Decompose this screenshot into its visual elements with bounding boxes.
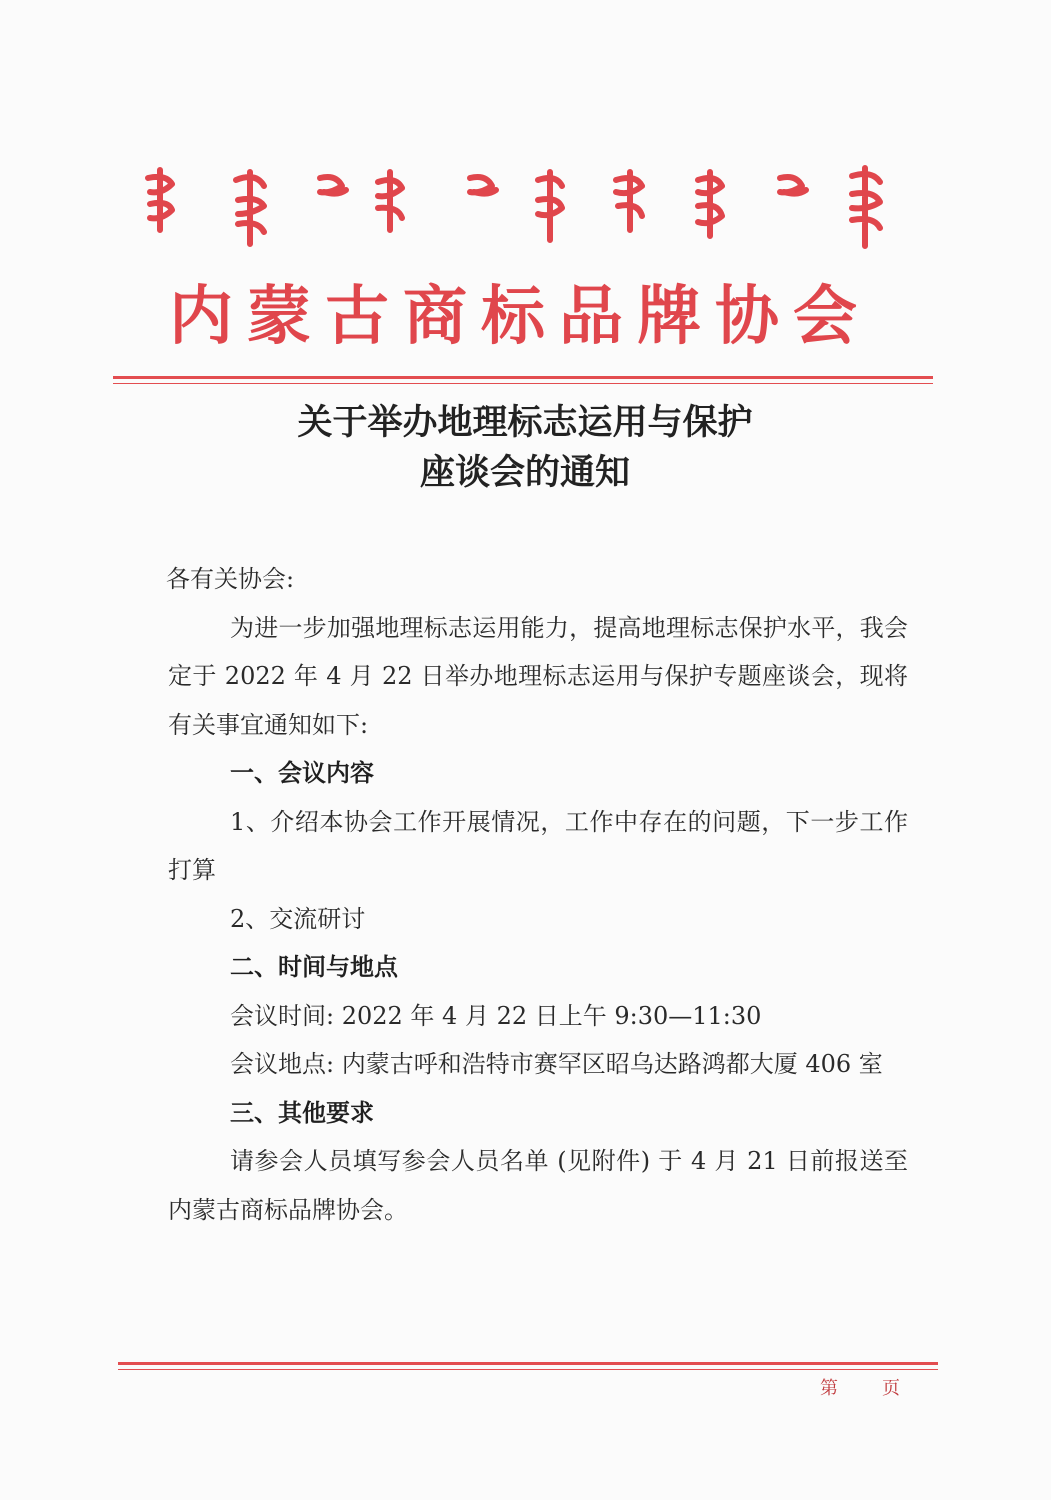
salutation: 各有关协会: <box>166 565 295 593</box>
requirement-item: 请参会人员填写参会人员名单 (见附件) 于 4 月 21 日前报送至内蒙古商标品牌协会。 <box>168 1147 908 1224</box>
letterhead-divider-thick <box>113 376 933 379</box>
mongolian-script-graphic <box>140 160 900 250</box>
meeting-time: 会议时间: 2022 年 4 月 22 日上午 9:30—11:30 <box>230 1001 762 1030</box>
org-name-heading: 内蒙古商标品牌协会 <box>169 280 871 354</box>
section-heading-time-place: 二、时间与地点 <box>230 953 398 981</box>
document-title <box>120 398 930 498</box>
footer-divider-thin <box>118 1369 938 1370</box>
footer-divider-thick <box>118 1362 938 1365</box>
page-label-left: 第 <box>820 1378 838 1399</box>
page-label-right: 页 <box>882 1378 900 1399</box>
section-heading-content: 一、会议内容 <box>230 759 374 787</box>
title-line-2: 座谈会的通知 <box>419 453 630 493</box>
page-number-footer <box>820 1374 920 1404</box>
content-item-1: 1、介绍本协会工作开展情况，工作中存在的问题，下一步工作打算 <box>168 807 908 884</box>
intro-paragraph: 为进一步加强地理标志运用能力，提高地理标志保护水平，我会定于 2022 年 4 月 22 日举办地理标志运用与保护专题座谈会，现将有关事宜通知如下: <box>168 613 908 739</box>
title-line-1: 关于举办地理标志运用与保护 <box>297 403 753 443</box>
content-item-2: 2、交流研讨 <box>230 904 366 933</box>
document-body <box>168 555 908 1234</box>
section-heading-requirements: 三、其他要求 <box>230 1098 374 1127</box>
letterhead-divider-thin <box>113 383 933 384</box>
meeting-place: 会议地点: 内蒙古呼和浩特市赛罕区昭乌达路鸿都大厦 406 室 <box>230 1050 883 1078</box>
mongolian-letterhead <box>140 160 900 250</box>
